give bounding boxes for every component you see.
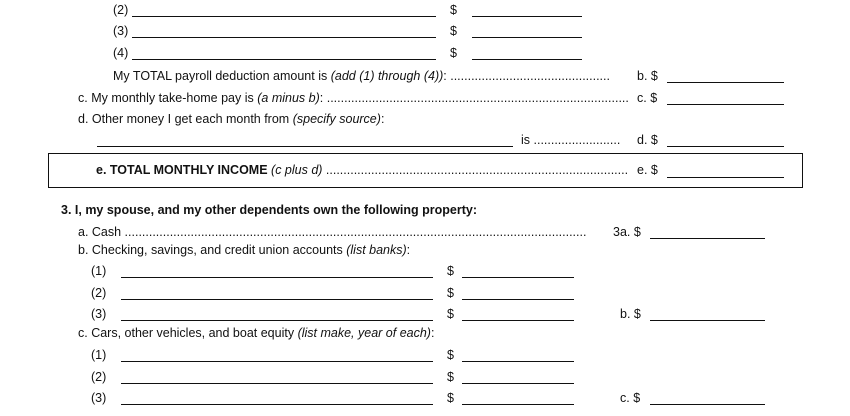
leader-dots: .......................................................................................	[322, 163, 629, 177]
is-text: is .........................	[521, 133, 621, 147]
bank-name-field[interactable]	[121, 320, 433, 321]
checking-line	[78, 243, 410, 257]
cash-amount-field[interactable]	[650, 238, 765, 239]
take-home-pay-text: c. My monthly take-home pay is	[78, 91, 254, 105]
cars-text: c. Cars, other vehicles, and boat equity	[78, 326, 295, 340]
vehicle-description-field[interactable]	[121, 361, 433, 362]
other-money-instruction: (specify source)	[292, 112, 381, 126]
dollar-sign: $	[447, 391, 454, 405]
dollar-sign: $	[447, 307, 454, 321]
vehicle-amount-field[interactable]	[462, 361, 574, 362]
amount-field[interactable]	[472, 16, 582, 17]
dollar-sign: $	[447, 348, 454, 362]
colon: :	[380, 112, 385, 126]
row-number: (3)	[91, 391, 107, 405]
dollar-sign: $	[450, 46, 457, 60]
cash-line: a. Cash .....................................................................................................................................	[78, 225, 587, 239]
other-money-amount-field[interactable]	[667, 146, 784, 147]
line-c-label: c. $	[637, 91, 658, 105]
dollar-sign: $	[450, 24, 457, 38]
row-number: (4)	[113, 46, 129, 60]
checking-text: b. Checking, savings, and credit union accounts	[78, 243, 343, 257]
other-money-text: d. Other money I get each month from	[78, 112, 290, 126]
cars-total-amount-field[interactable]	[650, 404, 765, 405]
row-number: (3)	[91, 307, 107, 321]
checking-instruction: (list banks)	[346, 243, 407, 257]
other-money-line	[78, 112, 384, 126]
take-home-pay-instruction: (a minus b)	[257, 91, 320, 105]
row-number: (2)	[113, 3, 129, 17]
checking-total-amount-field[interactable]	[650, 320, 765, 321]
colon: :	[430, 326, 435, 340]
row-number: (3)	[113, 24, 129, 38]
payroll-total-amount-field[interactable]	[667, 82, 784, 83]
leader-dots: : ..............................................	[443, 69, 610, 83]
bank-name-field[interactable]	[121, 277, 433, 278]
payroll-total-line	[113, 69, 610, 83]
row-number: (2)	[91, 370, 107, 384]
bank-amount-field[interactable]	[462, 277, 574, 278]
cash-label: 3a. $	[613, 225, 641, 239]
dollar-sign: $	[447, 264, 454, 278]
cars-line	[78, 326, 434, 340]
description-field[interactable]	[132, 16, 436, 17]
amount-field[interactable]	[472, 59, 582, 60]
bank-amount-field[interactable]	[462, 320, 574, 321]
vehicle-amount-field[interactable]	[462, 404, 574, 405]
line-e-label: e. $	[637, 163, 658, 177]
take-home-pay-line	[78, 91, 629, 105]
dollar-sign: $	[447, 286, 454, 300]
bank-amount-field[interactable]	[462, 299, 574, 300]
section-3-heading: 3. I, my spouse, and my other dependents own the following property:	[61, 203, 478, 217]
row-number: (1)	[91, 348, 107, 362]
description-field[interactable]	[132, 37, 436, 38]
cars-instruction: (list make, year of each)	[297, 326, 431, 340]
leader-dots: : .......................................................................................	[319, 91, 629, 105]
line-b-label: b. $	[637, 69, 658, 83]
vehicle-description-field[interactable]	[121, 383, 433, 384]
payroll-total-text: My TOTAL payroll deduction amount is	[113, 69, 328, 83]
dollar-sign: $	[450, 3, 457, 17]
bank-name-field[interactable]	[121, 299, 433, 300]
checking-total-label: b. $	[620, 307, 641, 321]
take-home-pay-amount-field[interactable]	[667, 104, 784, 105]
total-income-line	[96, 163, 628, 177]
payroll-total-instruction: (add (1) through (4))	[330, 69, 444, 83]
vehicle-description-field[interactable]	[121, 404, 433, 405]
line-d-label: d. $	[637, 133, 658, 147]
total-income-instruction: (c plus d)	[271, 163, 323, 177]
colon: :	[406, 243, 411, 257]
row-number: (1)	[91, 264, 107, 278]
dollar-sign: $	[447, 370, 454, 384]
cars-total-label: c. $	[620, 391, 641, 405]
row-number: (2)	[91, 286, 107, 300]
amount-field[interactable]	[472, 37, 582, 38]
total-income-text: e. TOTAL MONTHLY INCOME	[96, 163, 268, 177]
vehicle-amount-field[interactable]	[462, 383, 574, 384]
description-field[interactable]	[132, 59, 436, 60]
total-income-amount-field[interactable]	[667, 177, 784, 178]
other-money-source-field[interactable]	[97, 146, 513, 147]
